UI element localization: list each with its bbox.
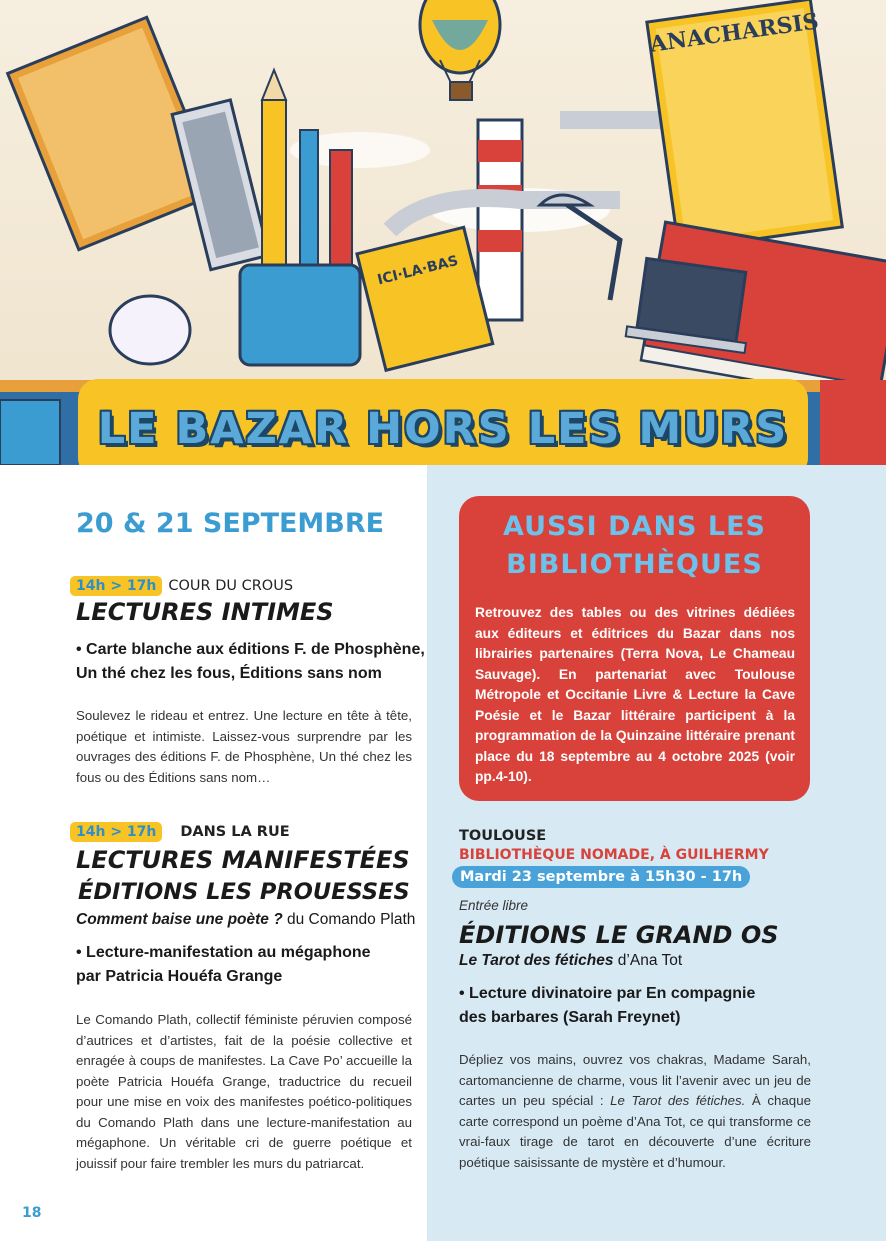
- libraries-box-title: [459, 508, 810, 584]
- event1-bullet-line1: • Carte blanche aux éditions F. de Phosphène,: [76, 641, 425, 658]
- event1-title: LECTURES INTIMES: [76, 598, 334, 626]
- libraries-box-text: Retrouvez des tables ou des vitrines dédiées aux éditeurs et éditrices du Bazar dans nos librairies partenaires (Terra Nova, Le Chameau Sauvage). En partenariat avec Toulouse Métropole et Occitanie Livre & Lecture la Cave Poésie et le Bazar littéraire participent à la programmation de la Quinzaine littéraire prenant place du 18 septembre au 4 octobre 2025 (voir pp.4-10).: [475, 605, 795, 784]
- event2-bullet-line1: • Lecture-manifestation au mégaphone: [76, 944, 371, 961]
- title-banner: [78, 379, 808, 465]
- event1-description: Soulevez le rideau et entrez. Une lecture en tête à tête, poétique et intimiste. Laissez-vous surprendre par les ouvrages des éditions F. de Phosphène, Un thé chez les fous ou des Éditions sans nom…: [76, 708, 412, 785]
- event3-bullet: [459, 982, 755, 1030]
- event3-city: TOULOUSE: [459, 828, 547, 844]
- event3-description: [459, 1050, 811, 1173]
- anacharsis-book: [646, 0, 847, 250]
- event2-time: 14h > 17h: [70, 822, 162, 842]
- libraries-title-line2: BIBLIOTHÈQUES: [506, 549, 763, 580]
- event1-meta: [70, 576, 293, 596]
- event2-place: DANS LA RUE: [180, 824, 290, 840]
- event3-desc-part2: À chaque carte correspond un poème d’Ana Tot, ce qui transforme ce vrai-faux tirage de tarot en découverte d’une écriture poétique saisissante de mystère et d’humour.: [459, 1093, 811, 1170]
- event2-title-line1: LECTURES MANIFESTÉES: [76, 846, 410, 874]
- laptop: [626, 257, 756, 353]
- event2-book: [76, 910, 415, 930]
- event2-bullet-line2: par Patricia Houéfa Grange: [76, 968, 283, 985]
- event3-date: Mardi 23 septembre à 15h30 - 17h: [452, 866, 750, 888]
- event3-bullet-line2: des barbares (Sarah Freynet): [459, 1009, 681, 1026]
- event1-bullet: [76, 638, 425, 686]
- event1-time: 14h > 17h: [70, 576, 162, 596]
- event3-desc-book: Le Tarot des fétiches.: [610, 1093, 746, 1108]
- page-number: 18: [22, 1205, 42, 1221]
- svg-text:ICI·LA·BAS: ICI·LA·BAS: [375, 252, 460, 289]
- event3-book: [459, 951, 682, 971]
- libraries-title-line1: AUSSI DANS LES: [503, 511, 766, 542]
- libraries-box: [459, 496, 810, 801]
- pencil-cup: [240, 265, 360, 365]
- event1-bullet-line2: Un thé chez les fous, Éditions sans nom: [76, 665, 382, 682]
- factory-chimney: [478, 120, 522, 320]
- teapot: [110, 296, 190, 364]
- event3-book-title: Le Tarot des fétiches: [459, 952, 614, 969]
- event2-description: Le Comando Plath, collectif féministe péruvien composé d’autrices et d’artistes, fait de la poésie collective et enragée à coups de manifestes. La Cave Po’ accueille la poète Patricia Houéfa Grange, traductrice du recueil pour une mise en voix des manifestes poético-politiques du Comando Plath dans une lecture-manifestation au mégaphone. Un véritable cri de guerre poétique et jouissif pour faire trembler les murs du patriarcat.: [76, 1012, 412, 1171]
- event2-title-line2: ÉDITIONS LES PROUESSES: [78, 879, 410, 905]
- pencil-yellow: [262, 100, 286, 290]
- event2-book-author: du Comando Plath: [282, 911, 416, 928]
- event3-desc-part1: Dépliez vos mains, ouvrez vos chakras, Madame Sarah, cartomancienne de charme, vous lit l’avenir avec un jeu de cartes un peu spécial :: [459, 1052, 811, 1108]
- hero-illustration: [0, 0, 886, 465]
- svg-text:ANACHARSIS: ANACHARSIS: [648, 8, 821, 58]
- event3-title: ÉDITIONS LE GRAND OS: [459, 921, 779, 949]
- event2-bullet: [76, 941, 371, 989]
- event2-book-title: Comment baise une poète ?: [76, 911, 283, 928]
- event1-place: COUR DU CROUS: [168, 578, 294, 594]
- event3-entry: Entrée libre: [459, 898, 529, 913]
- date-heading: 20 & 21 SEPTEMBRE: [76, 508, 385, 539]
- event2-meta: [70, 822, 290, 842]
- page-title: LE BAZAR HORS LES MURS: [97, 403, 789, 454]
- event3-book-author: d’Ana Tot: [613, 952, 683, 969]
- event3-bullet-line1: • Lecture divinatoire par En compagnie: [459, 985, 756, 1002]
- event3-venue: BIBLIOTHÈQUE NOMADE, À GUILHERMY: [459, 847, 769, 863]
